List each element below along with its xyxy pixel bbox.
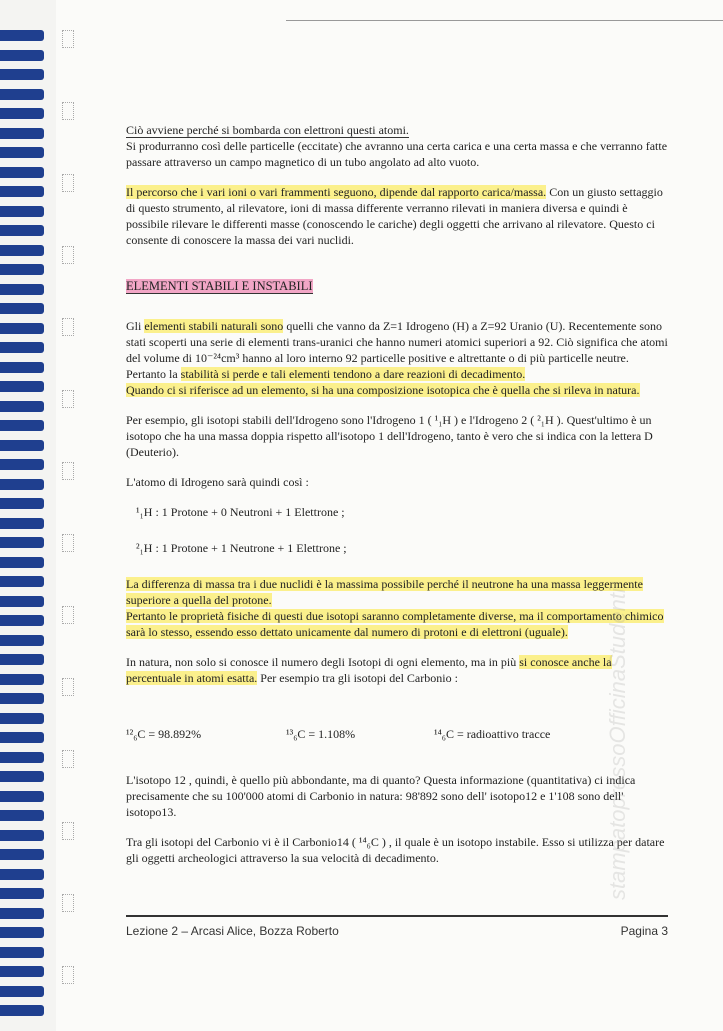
binding-ring [0,108,44,119]
binding-ring [0,537,44,548]
percorso-rest: Con un giusto settaggio di questo strumento, al rilevatore, ioni di massa differente verranno rilevati in maniera diversa e quindi è possibile rilevare le differenti masse (conoscendo le cariche) degli oggetti che arrivano al rilevatore. Questo ci consente di conoscere la massa dei vari nuclidi. [126,185,663,247]
isotopo12-paragraph: L'isotopo 12 , quindi, è quello più abbondante, ma di quanto? Questa informazione (quantitativa) ci indica precisamente che su 100'000 atomi di Carbonio in natura: 98'892 sono dell' isotopo12 e 1'108 sono dell' isotopo13. [126,773,636,819]
binding-hole [62,30,74,48]
binding-ring [0,440,44,451]
binding-hole [62,174,74,192]
intro-line2: Si produrranno così delle particelle (eccitate) che avranno una certa carica e una certa massa e che verranno fatte passare attraverso un campo magnetico di un tubo angolato ad alto vuoto. [126,139,668,169]
binding-hole [62,102,74,120]
intro-line1: Ciò avviene perché si bombarda con elettroni questi atomi. [126,123,409,137]
binding-ring [0,245,44,256]
binding-ring [0,752,44,763]
page-number: Pagina 3 [620,924,668,938]
binding-ring [0,615,44,626]
binding-hole [62,894,74,912]
isotopo-c13: ¹³₆C = 1.108% [286,727,356,741]
binding-ring [0,381,44,392]
percorso-highlight: Il percorso che i vari ioni o vari frammenti seguono, dipende dal rapporto carica/massa. [126,185,547,199]
percorso-paragraph [126,184,668,248]
binding-hole [62,246,74,264]
binding-ring [0,69,44,80]
binding-ring [0,303,44,314]
differenza-hl1: La differenza di massa tra i due nuclidi è la massima possibile perché il neutrone ha una massa leggermente superiore a quella del protone. [126,577,643,607]
binding-ring [0,518,44,529]
formula-h2: ²₁H : 1 Protone + 1 Neutrone + 1 Elettrone ; [136,541,347,555]
binding-ring [0,147,44,158]
binding-ring [0,128,44,139]
binding-hole [62,678,74,696]
binding-ring [0,674,44,685]
binding-ring [0,323,44,334]
natura-paragraph [126,654,668,686]
binding-ring [0,498,44,509]
elementi-paragraph [126,318,668,398]
binding-ring [0,420,44,431]
esempio-paragraph: Per esempio, gli isotopi stabili dell'Idrogeno sono l'Idrogeno 1 ( ¹₁H ) e l'Idrogeno 2 ( ²₁H ). Quest'ultimo è un isotopo che ha una massa doppia rispetto all'isotopo 1 dell'Idrogeno, tanto è vero che si indica con la lettera D (Deuterio). [126,413,653,459]
binding-ring [0,284,44,295]
binding-ring [0,830,44,841]
binding-ring [0,927,44,938]
binding-hole [62,606,74,624]
binding-ring [0,1005,44,1016]
spiral-binding [0,0,46,1031]
binding-ring [0,89,44,100]
isotopi-row [126,726,668,742]
binding-hole [62,750,74,768]
elementi-hl1: elementi stabili naturali sono [144,319,284,333]
binding-ring [0,342,44,353]
natura-b: Per esempio tra gli isotopi del Carbonio : [257,671,458,685]
binding-ring [0,50,44,61]
section-heading [126,278,668,294]
binding-ring [0,849,44,860]
binding-ring [0,771,44,782]
top-rule [286,20,723,21]
binding-ring [0,479,44,490]
binding-ring [0,225,44,236]
binding-hole [62,966,74,984]
carbonio14-paragraph: Tra gli isotopi del Carbonio vi è il Carbonio14 ( ¹⁴₆C ) , il quale è un isotopo instabile. Esso si utilizza per datare gli oggetti archeologici attraverso la sua velocità di decadimento. [126,835,665,865]
binding-hole [62,822,74,840]
binding-hole [62,462,74,480]
binding-hole [62,534,74,552]
binding-ring [0,401,44,412]
binding-ring [0,888,44,899]
binding-ring [0,167,44,178]
binding-hole [62,390,74,408]
binding-ring [0,30,44,41]
intro-paragraph [126,122,668,170]
natura-a: In natura, non solo si conosce il numero degli Isotopi di ogni elemento, ma in più [126,655,520,669]
binding-ring [0,576,44,587]
binding-ring [0,264,44,275]
differenza-paragraph [126,576,668,640]
binding-ring [0,693,44,704]
page-footer [126,924,668,938]
elementi-hl3: Quando ci si riferisce ad un elemento, si ha una composizione isotopica che è quella che si rileva in natura. [126,383,640,397]
binding-ring [0,362,44,373]
binding-ring [0,654,44,665]
binding-ring [0,986,44,997]
binding-ring [0,869,44,880]
atomo-intro: L'atomo di Idrogeno sarà quindi così : [126,475,309,489]
binding-ring [0,732,44,743]
binding-ring [0,557,44,568]
binding-hole [62,318,74,336]
formula-h1: ¹₁H : 1 Protone + 0 Neutroni + 1 Elettrone ; [136,505,345,519]
watermark: stampatopressoOfficinaStudenti [605,588,630,900]
page-content [126,122,668,880]
binding-ring [0,791,44,802]
binding-ring [0,713,44,724]
elementi-a: Gli [126,319,145,333]
binding-ring [0,810,44,821]
isotopo-c14: ¹⁴₆C = radioattivo tracce [434,727,551,741]
footer-rule [126,915,668,917]
binding-ring [0,459,44,470]
binding-ring [0,186,44,197]
elementi-hl2: stabilità si perde e tali elementi tendono a dare reazioni di decadimento. [180,367,526,381]
binding-ring [0,966,44,977]
binding-ring [0,596,44,607]
differenza-hl2: Pertanto le proprietà fisiche di questi due isotopi saranno completamente diverse, ma il comportamento chimico sarà lo stesso, essendo esso dettato unicamente dal numero di protoni e di elettroni (uguale). [126,609,664,639]
natura-hl: si conosce anche la percentuale in atomi esatta. [126,655,612,685]
binding-ring [0,206,44,217]
isotopo-c12: ¹²₆C = 98.892% [126,727,202,741]
binding-ring [0,635,44,646]
binding-ring [0,947,44,958]
footer-authors: Lezione 2 – Arcasi Alice, Bozza Roberto [126,924,339,938]
elementi-b: quelli che vanno da Z=1 Idrogeno (H) a Z=92 Uranio (U). Recentemente sono stati scoperti una serie di elementi trans-uranici che hanno numeri atomici superiori a 92. Ciò significa che atomi del volume di 10⁻²⁴cm³ hanno al loro interno 92 particelle positive e altrettante o di più particelle neutre. Pertanto la [126,319,668,381]
binding-ring [0,908,44,919]
section-heading-text: ELEMENTI STABILI E INSTABILI [126,279,313,293]
